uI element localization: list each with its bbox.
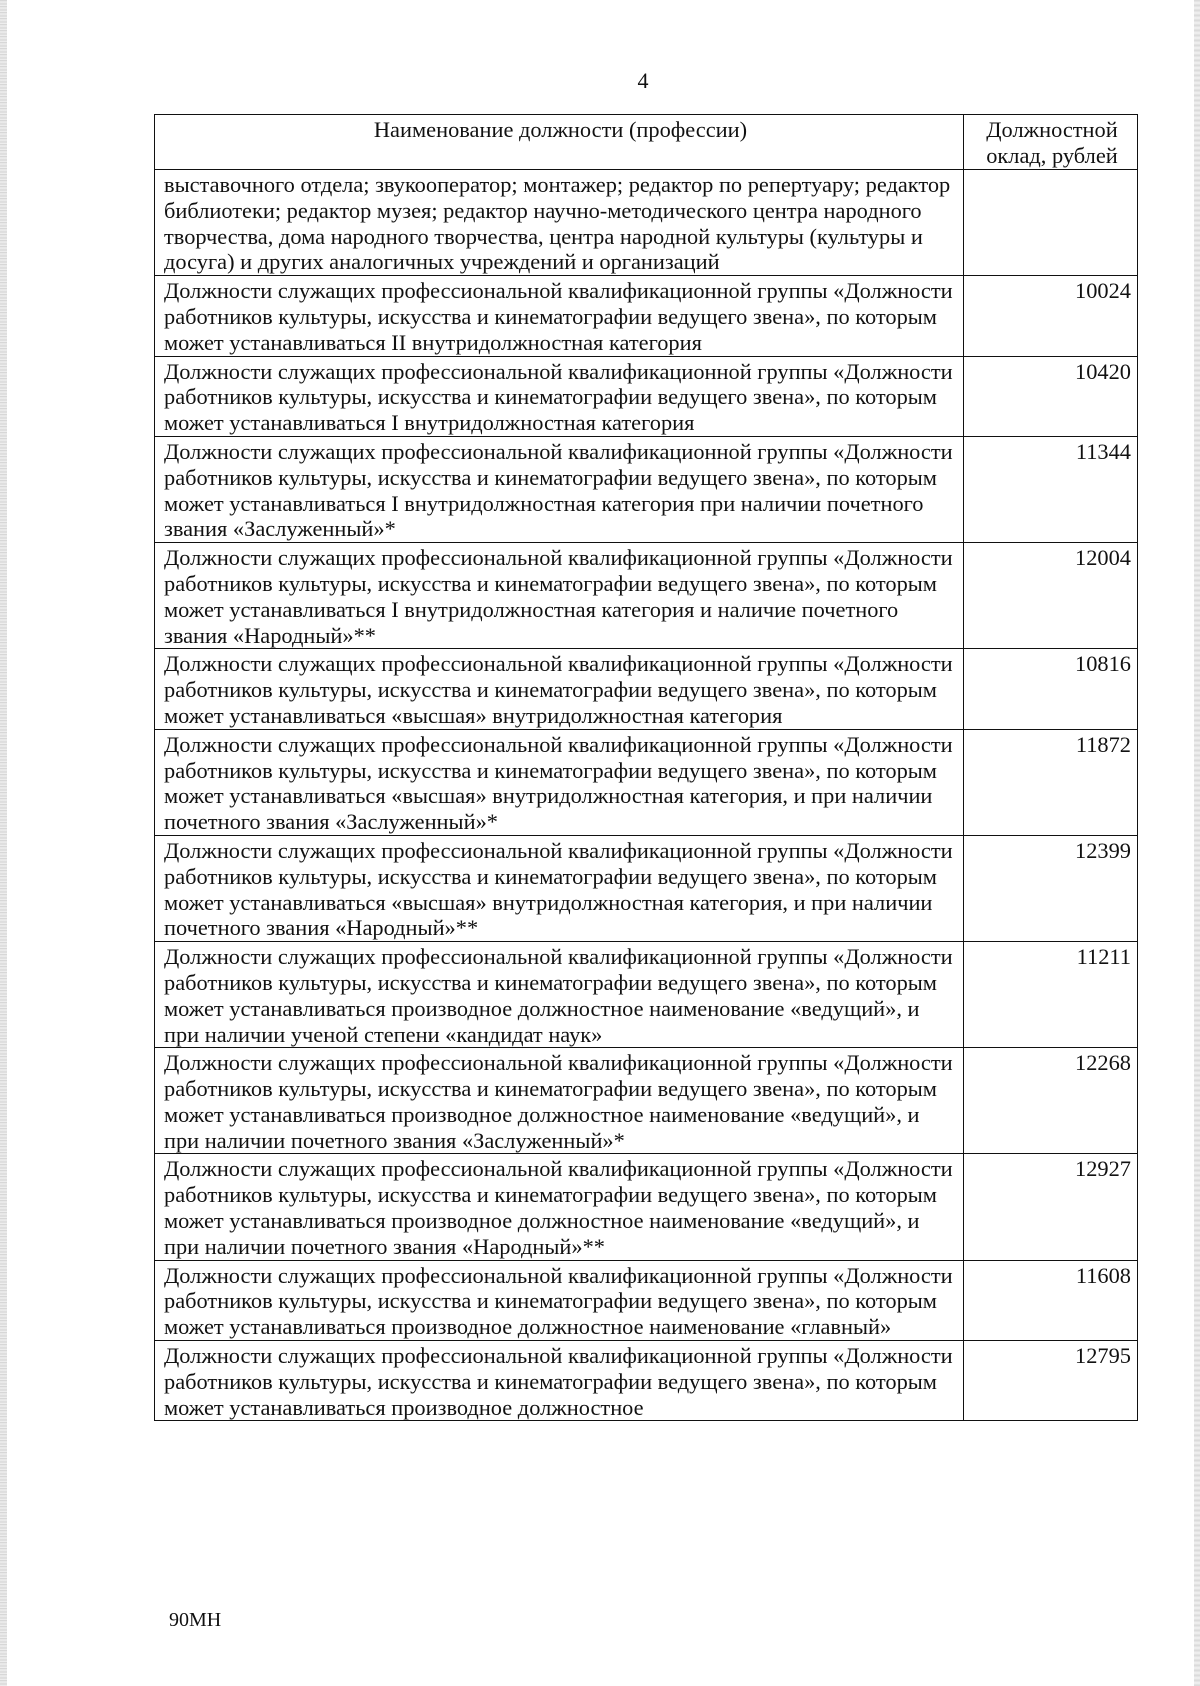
position-cell: Должности служащих профессиональной квалификационной группы «Должности работников культуры, искусства и кинематографии ведущего звена», по которым может устанавливаться производное должностное: [155, 1341, 964, 1421]
column-header-position: Наименование должности (профессии): [155, 115, 964, 170]
table-header-row: [155, 115, 1138, 170]
salary-cell: 12268: [964, 1048, 1138, 1154]
salary-cell: 11608: [964, 1260, 1138, 1340]
salary-cell: 10024: [964, 276, 1138, 356]
position-cell: Должности служащих профессиональной квалификационной группы «Должности работников культуры, искусства и кинематографии ведущего звена», по которым может устанавливаться производное должностное наименование «ведущий», и при наличии почетного звания «Заслуженный»*: [155, 1048, 964, 1154]
salary-cell: 11344: [964, 436, 1138, 542]
table-row: [155, 543, 1138, 649]
table-row: [155, 436, 1138, 542]
position-cell: Должности служащих профессиональной квалификационной группы «Должности работников культуры, искусства и кинематографии ведущего звена», по которым может устанавливаться производное должностное наименование «ведущий», и при наличии ученой степени «кандидат наук»: [155, 942, 964, 1048]
salary-cell: 10816: [964, 649, 1138, 729]
position-cell: Должности служащих профессиональной квалификационной группы «Должности работников культуры, искусства и кинематографии ведущего звена», по которым может устанавливаться производное должностное наименование «главный»: [155, 1260, 964, 1340]
position-cell: выставочного отдела; звукооператор; монтажер; редактор по репертуару; редактор библиотеки; редактор музея; редактор научно-методического центра народного творчества, дома народного творчества, центра народной культуры (культуры и досуга) и других аналогичных учреждений и организаций: [155, 170, 964, 276]
position-cell: Должности служащих профессиональной квалификационной группы «Должности работников культуры, искусства и кинематографии ведущего звена», по которым может устанавливаться II внутридолжностная категория: [155, 276, 964, 356]
table-row: [155, 276, 1138, 356]
table-row: [155, 649, 1138, 729]
table-row: [155, 1048, 1138, 1154]
position-cell: Должности служащих профессиональной квалификационной группы «Должности работников культуры, искусства и кинематографии ведущего звена», по которым может устанавливаться I внутридолжностная категория при наличии почетного звания «Заслуженный»*: [155, 436, 964, 542]
position-cell: Должности служащих профессиональной квалификационной группы «Должности работников культуры, искусства и кинематографии ведущего звена», по которым может устанавливаться «высшая» внутридолжностная категория: [155, 649, 964, 729]
table-row: [155, 1341, 1138, 1421]
table-row: [155, 729, 1138, 835]
salary-cell: [964, 170, 1138, 276]
scan-edge-right: [1194, 0, 1200, 1686]
salary-cell: 12004: [964, 543, 1138, 649]
table-row: [155, 170, 1138, 276]
salary-table: [154, 114, 1138, 1421]
page-number: 4: [637, 68, 649, 93]
scan-edge-left: [0, 0, 7, 1686]
salary-cell: 12399: [964, 835, 1138, 941]
position-cell: Должности служащих профессиональной квалификационной группы «Должности работников культуры, искусства и кинематографии ведущего звена», по которым может устанавливаться производное должностное наименование «ведущий», и при наличии почетного звания «Народный»**: [155, 1154, 964, 1260]
table-row: [155, 1154, 1138, 1260]
position-cell: Должности служащих профессиональной квалификационной группы «Должности работников культуры, искусства и кинематографии ведущего звена», по которым может устанавливаться «высшая» внутридолжностная категория, и при наличии почетного звания «Заслуженный»*: [155, 729, 964, 835]
salary-cell: 12795: [964, 1341, 1138, 1421]
column-header-salary: Должностной оклад, рублей: [964, 115, 1138, 170]
position-cell: Должности служащих профессиональной квалификационной группы «Должности работников культуры, искусства и кинематографии ведущего звена», по которым может устанавливаться I внутридолжностная категория: [155, 356, 964, 436]
table-row: [155, 942, 1138, 1048]
salary-cell: 12927: [964, 1154, 1138, 1260]
document-code: 90МН: [169, 1609, 222, 1631]
table-row: [155, 835, 1138, 941]
salary-cell: 11211: [964, 942, 1138, 1048]
position-cell: Должности служащих профессиональной квалификационной группы «Должности работников культуры, искусства и кинематографии ведущего звена», по которым может устанавливаться «высшая» внутридолжностная категория, и при наличии почетного звания «Народный»**: [155, 835, 964, 941]
position-cell: Должности служащих профессиональной квалификационной группы «Должности работников культуры, искусства и кинематографии ведущего звена», по которым может устанавливаться I внутридолжностная категория и наличие почетного звания «Народный»**: [155, 543, 964, 649]
salary-cell: 11872: [964, 729, 1138, 835]
table-row: [155, 356, 1138, 436]
table-row: [155, 1260, 1138, 1340]
salary-cell: 10420: [964, 356, 1138, 436]
